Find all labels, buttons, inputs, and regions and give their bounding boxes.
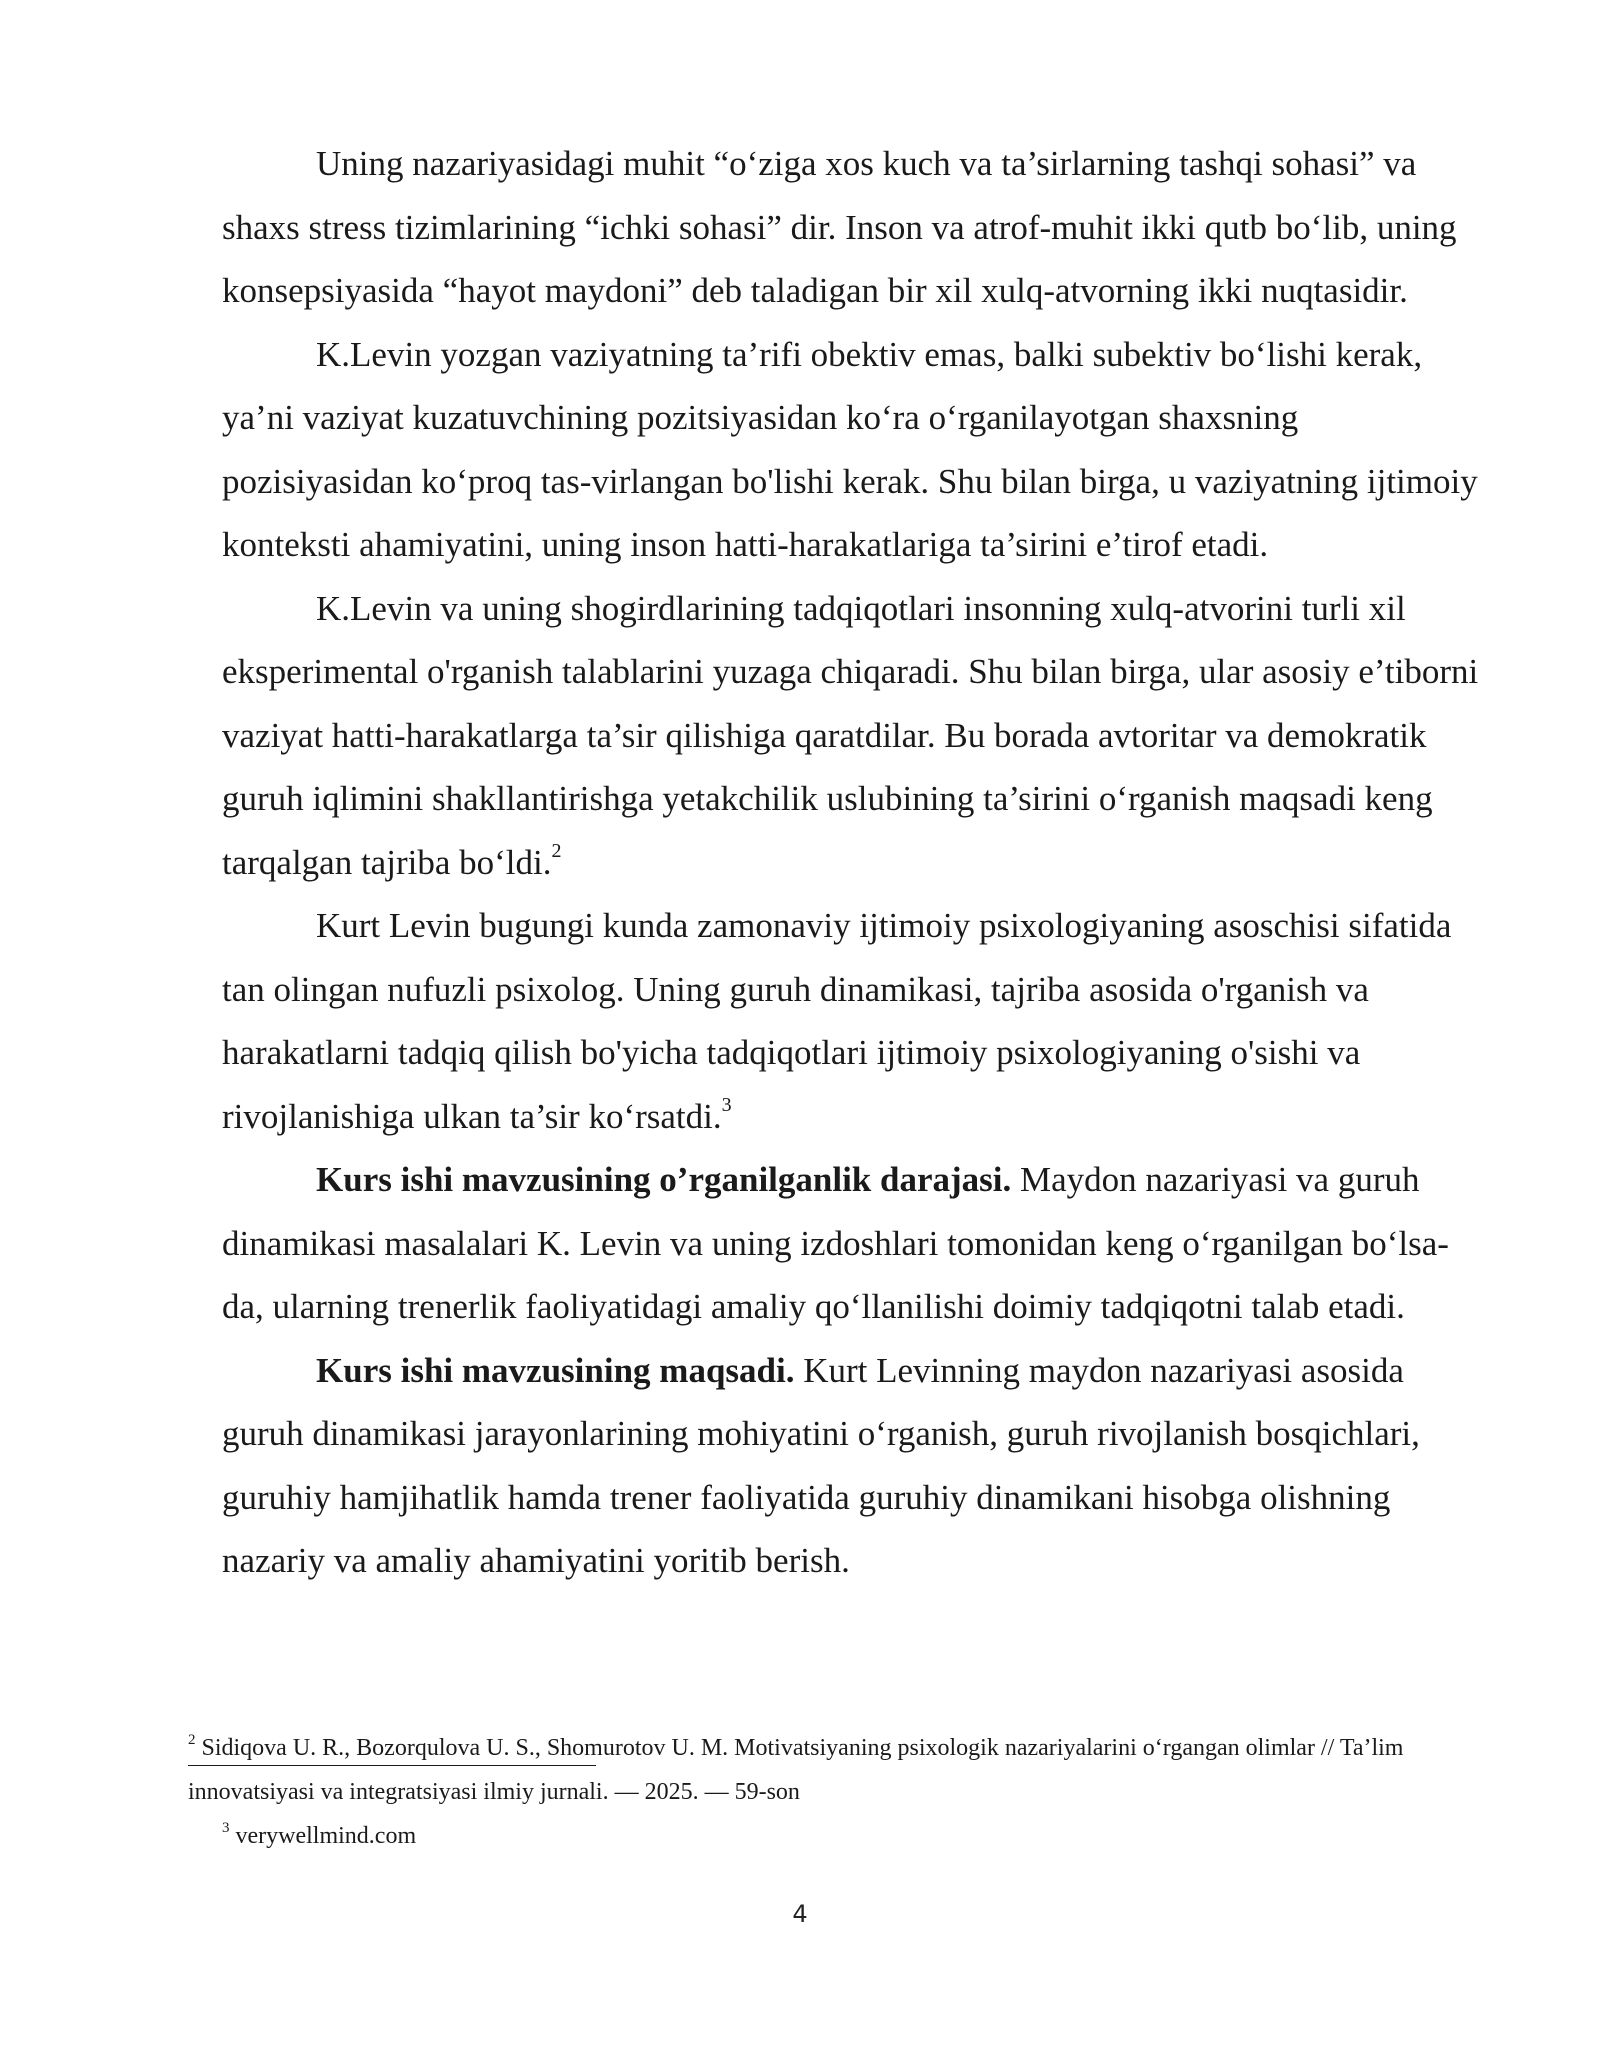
paragraph-text: Maydon nazariyasi va guruh dinamikasi masalalari K. Levin va uning izdoshlari tomonidan keng o‘rganilgan bo‘lsa-da, ularning trenerlik faoliyatidagi amaliy qo‘llanilishi doimiy tadqiqotni talab etadi. — [222, 1160, 1449, 1326]
paragraph-heading: Kurs ishi mavzusining maqsadi. — [316, 1350, 795, 1390]
footnote-reference-2[interactable]: 2 — [551, 839, 562, 862]
footnote-text: Sidiqova U. R., Bozorqulova U. S., Shomurotov U. M. Motivatsiyaning psixologik nazariyalarini o‘rgangan olimlar // Ta’lim innovatsiyasi va integratsiyasi ilmiy jurnali. — 2025. — 59-son — [188, 1735, 1404, 1805]
footnote-text: verywellmind.com — [235, 1823, 417, 1849]
body-text — [222, 132, 1482, 1593]
paragraph-text: K.Levin yozgan vaziyatning ta’rifi obektiv emas, balki subektiv bo‘lishi kerak, ya’ni vaziyat kuzatuvchining pozitsiyasidan ko‘ra o‘rganilayotgan shaxsning pozisiyasidan ko‘proq tas-virlangan bo'lishi kerak. Shu bilan birga, u vaziyatning ijtimoiy konteksti ahamiyatini, uning inson hatti-harakatlariga ta’sirini e’tirof etadi. — [222, 334, 1478, 564]
paragraph-4 — [222, 894, 1482, 1148]
footnote-3 — [188, 1814, 1478, 1858]
paragraph-text: Kurt Levin bugungi kunda zamonaviy ijtimoiy psixologiyaning asoschisi sifatida tan olingan nufuzli psixolog. Uning guruh dinamikasi, tajriba asosida o'rganish va harakatlarni tadqiq qilish bo'yicha tadqiqotlari ijtimoiy psixologiyaning o'sishi va rivojlanishiga ulkan ta’sir ko‘rsatdi. — [222, 906, 1452, 1136]
footnote-reference-3[interactable]: 3 — [721, 1093, 732, 1116]
footnote-mark: 3 — [222, 1820, 230, 1836]
paragraph-text: Uning nazariyasidagi muhit “o‘ziga xos kuch va ta’sirlarning tashqi sohasi” va shaxs stress tizimlarining “ichki sohasi” dir. Inson va atrof-muhit ikki qutb bo‘lib, uning konsepsiyasida “hayot maydoni” deb taladigan bir xil xulq-atvorning ikki nuqtasidir. — [222, 144, 1457, 310]
paragraph-heading: Kurs ishi mavzusining o’rganilganlik darajasi. — [316, 1160, 1012, 1199]
paragraph-6 — [222, 1339, 1482, 1593]
paragraph-text: K.Levin va uning shogirdlarining tadqiqotlari insonning xulq-atvorini turli xil eksperimental o'rganish talablarini yuzaga chiqaradi. Shu bilan birga, ular asosiy e’tiborni vaziyat hatti-harakatlarga ta’sir qilishiga qaratdilar. Bu borada avtoritar va demokratik guruh iqlimini shakllantirishga yetakchilik uslubining ta’sirini o‘rganish maqsadi keng tarqalgan tajriba bo‘ldi. — [222, 588, 1479, 882]
footnotes — [188, 1726, 1478, 1858]
paragraph-5 — [222, 1148, 1482, 1339]
footnote-mark: 2 — [188, 1732, 196, 1748]
paragraph-text: Kurt Levinning maydon nazariyasi asosida guruh dinamikasi jarayonlarining mohiyatini o‘rganish, guruh rivojlanish bosqichlari, guruhiy hamjihatlik hamda trener faoliyatida guruhiy dinamikani hisobga olishning nazariy va amaliy ahamiyatini yoritib berish. — [222, 1350, 1420, 1580]
paragraph-2 — [222, 323, 1482, 577]
paragraph-1 — [222, 132, 1482, 323]
paragraph-3 — [222, 577, 1482, 895]
page-number: 4 — [792, 1900, 808, 1928]
footnote-2 — [188, 1726, 1478, 1814]
